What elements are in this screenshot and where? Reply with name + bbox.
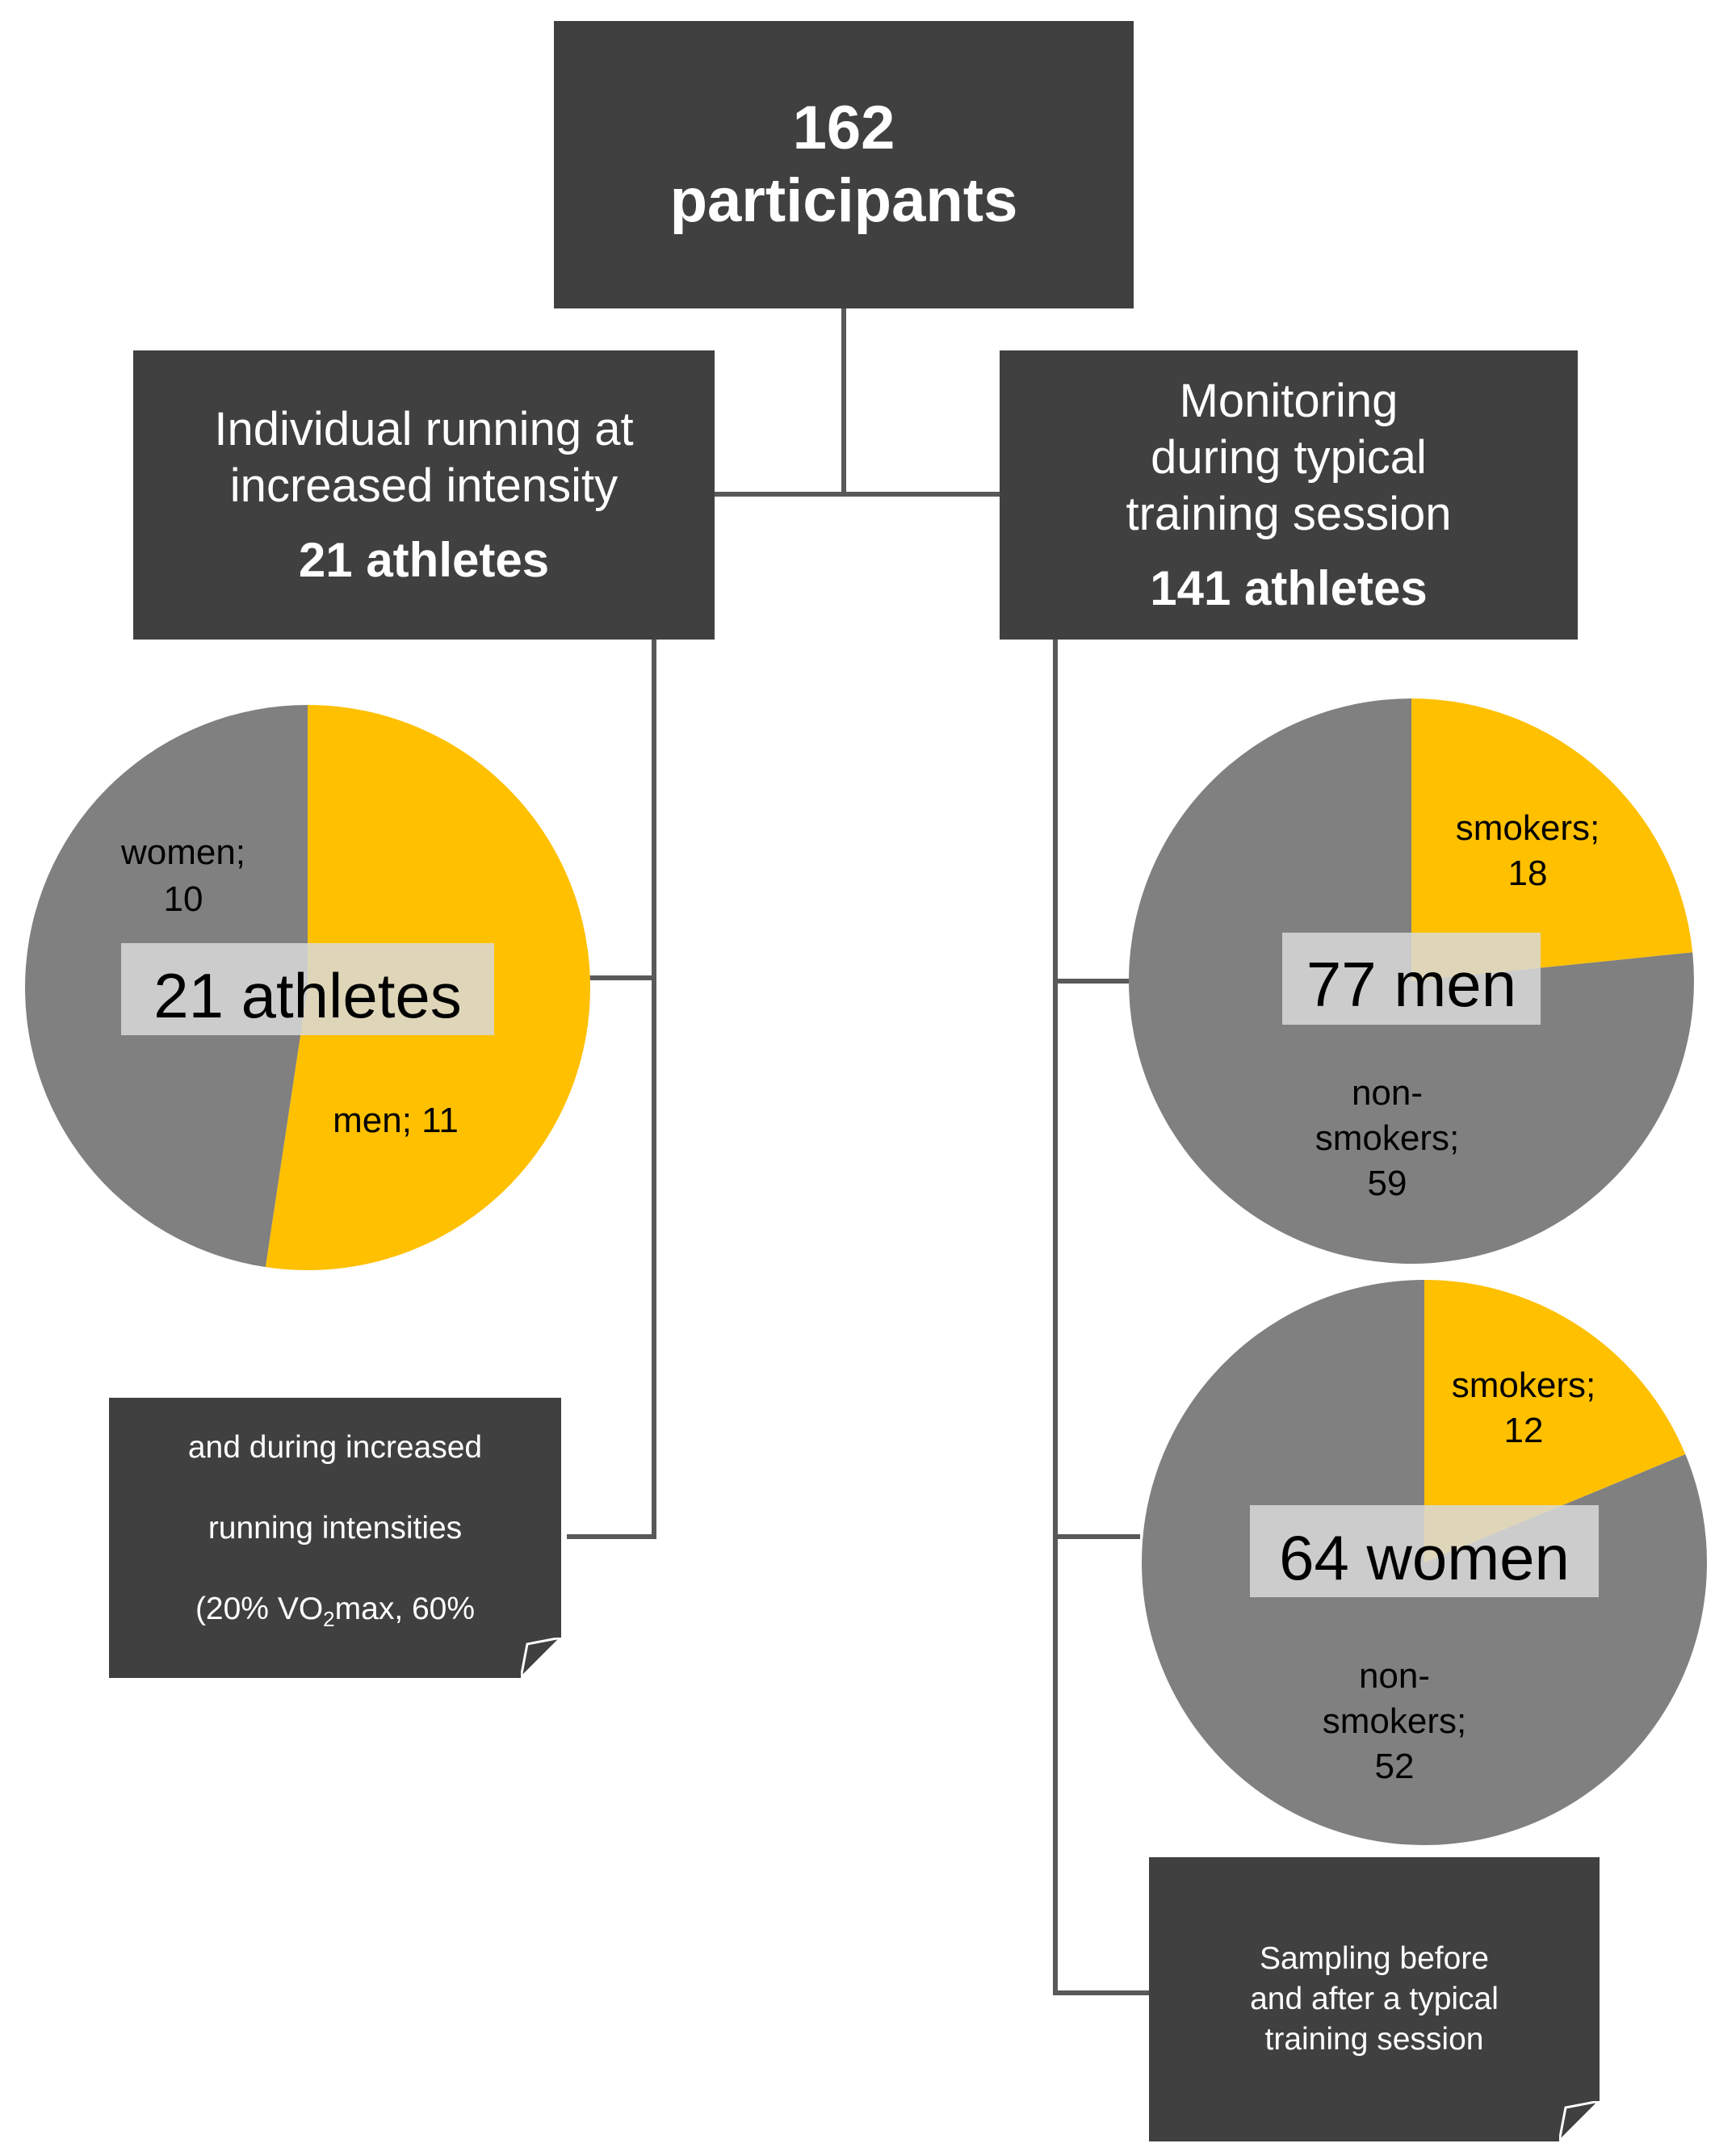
note-line — [169, 1589, 502, 1639]
pie-label-smokers: smokers; — [1455, 808, 1600, 848]
page-fold-icon — [1559, 2101, 1600, 2141]
sampling-note-right — [1149, 1857, 1600, 2141]
pie-chart-men — [1129, 698, 1694, 1264]
note-text: VO — [168, 1681, 215, 1717]
pie-label-smokers-value: 12 — [1503, 1411, 1544, 1450]
pie-label-women: women; — [120, 833, 246, 872]
participants-box — [554, 21, 1134, 308]
note-line — [169, 1680, 502, 1730]
connector-right-spine — [1055, 640, 1149, 1993]
pie-label-smokers-value: 18 — [1507, 854, 1548, 893]
pie-label-non: non- — [1358, 1656, 1431, 1696]
individual-running-box — [133, 350, 715, 640]
note-text: max, 90% VO — [225, 1681, 421, 1717]
center-label-athletes: 21 athletes — [153, 960, 462, 1031]
subscript: 2 — [420, 1697, 432, 1722]
pie-label-smokers: smokers; — [1451, 1365, 1596, 1405]
pie-label-non-smokers-value: 59 — [1367, 1164, 1407, 1203]
note-line: running intensities — [208, 1510, 463, 1546]
individual-running-count: 21 athletes — [298, 533, 550, 587]
pie-label-women-value: 10 — [163, 879, 203, 919]
note-text: max) — [431, 1681, 502, 1717]
note-line: and during increased — [187, 1429, 483, 1465]
sampling-note-left-text — [169, 1307, 502, 1770]
note-text: max, 60% — [334, 1591, 476, 1626]
sampling-note-left — [109, 1349, 561, 1722]
pie-chart-athletes — [25, 705, 590, 1270]
center-label-women: 64 women — [1279, 1522, 1570, 1593]
note-line: Sampling at rest — [221, 1349, 449, 1384]
monitoring-box — [1000, 350, 1578, 640]
monitoring-count: 141 athletes — [1150, 561, 1428, 615]
pie-label-non-smokers: smokers; — [1322, 1701, 1467, 1741]
subscript: 2 — [214, 1697, 226, 1722]
pie-label-non: non- — [1351, 1073, 1424, 1113]
pie-chart-women — [1142, 1280, 1707, 1845]
page-fold-icon — [521, 1638, 561, 1678]
pie-label-men: men; 11 — [333, 1101, 459, 1140]
participants-count: 162 — [792, 94, 895, 162]
sampling-note-right-text: Sampling before and after a typical training session — [1250, 1941, 1499, 2057]
connector-left-spine — [567, 640, 654, 1537]
monitoring-title: Monitoring during typical training session — [1126, 375, 1452, 540]
note-text: (20% VO — [195, 1591, 324, 1626]
pie-label-non-smokers: smokers; — [1315, 1118, 1460, 1158]
pie-label-non-smokers-value: 52 — [1374, 1747, 1415, 1786]
individual-running-title: Individual running at increased intensity — [214, 403, 634, 512]
center-label-men: 77 men — [1306, 949, 1517, 1020]
participants-label: participants — [669, 166, 1018, 235]
subscript: 2 — [323, 1606, 335, 1631]
